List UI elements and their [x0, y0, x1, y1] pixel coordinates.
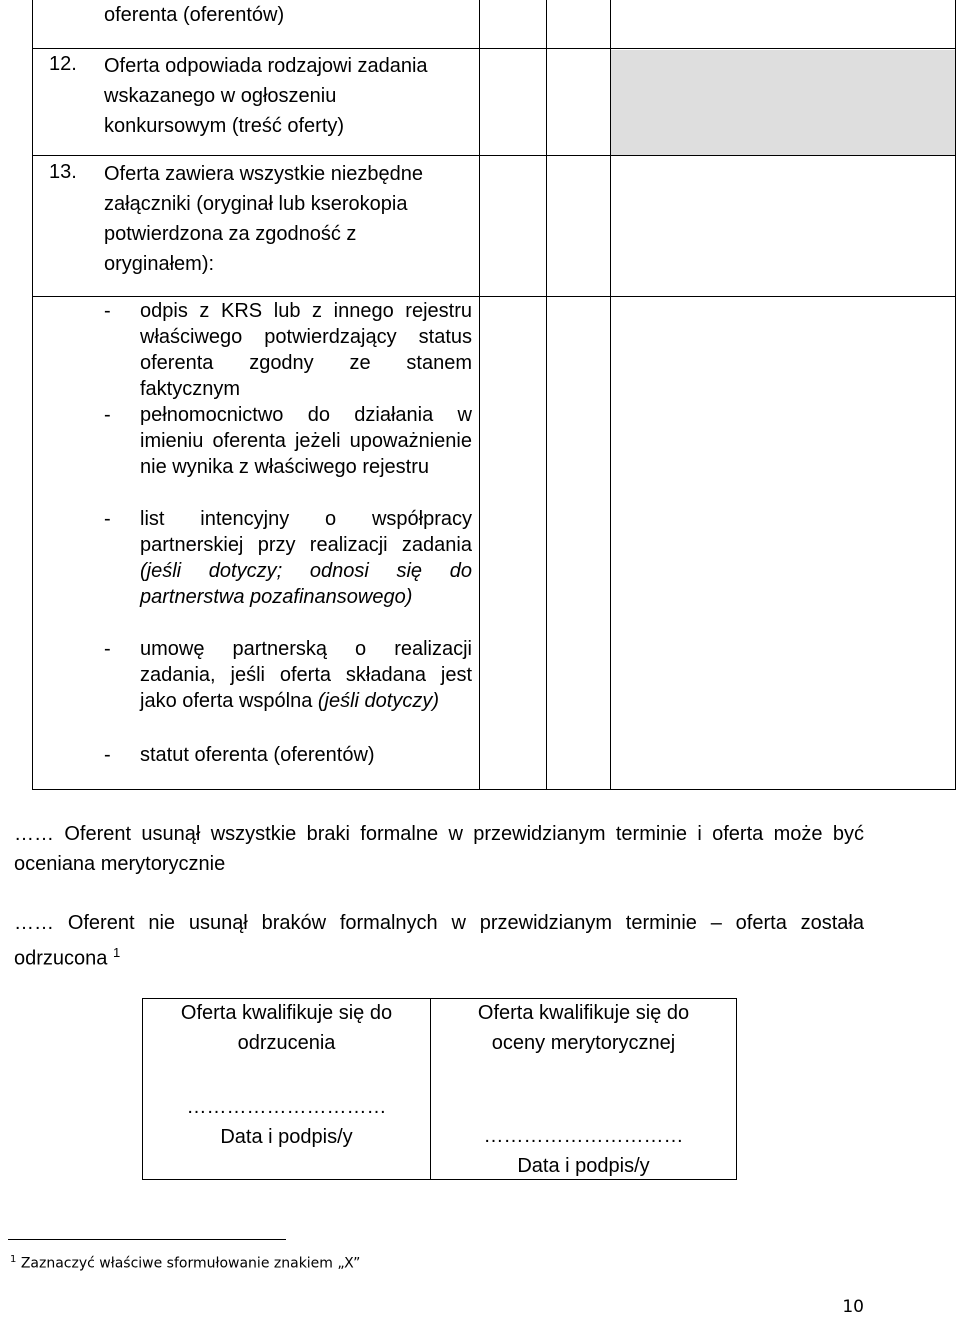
decision-box-accept-title	[430, 998, 737, 1058]
row-12-line: Oferta odpowiada rodzajowi zadania	[104, 55, 428, 77]
row-11-text: oferenta (oferentów)	[104, 4, 285, 26]
outcome-text: Oferent nie usunął braków formalnych w przewidzianym terminie – oferta została odrzucona	[14, 912, 864, 970]
row-13-line: załączniki (oryginał lub kserokopia	[104, 193, 408, 215]
list-dash: -	[104, 404, 111, 426]
accept-signature	[430, 1121, 737, 1181]
checkbox-dots[interactable]: ……	[14, 823, 54, 845]
row-12-number: 12.	[49, 53, 77, 75]
row-13-line: potwierdzona za zgodność z	[104, 223, 357, 245]
row-13-text	[104, 159, 423, 279]
list-dash: -	[104, 638, 111, 660]
signature-dots[interactable]: …………………………	[483, 1125, 684, 1147]
row-12-text	[104, 51, 428, 141]
attachment-item	[104, 298, 472, 402]
attachment-item	[104, 742, 472, 768]
row-13-line: Oferta zawiera wszystkie niezbędne	[104, 163, 424, 185]
list-dash: -	[104, 744, 111, 766]
table-col-divider	[610, 0, 611, 790]
table-border-bottom	[32, 789, 956, 790]
box-title-line: Oferta kwalifikuje się do	[477, 1002, 690, 1024]
footnote-ref: 1	[112, 945, 121, 960]
list-dash: -	[104, 508, 111, 530]
attachment-item-text: pełnomocnictwo do działania w imieniu oferenta jeżeli upoważnienie nie wynika z właściwego rejestru	[140, 404, 472, 478]
signature-label: Data i podpis/y	[220, 1126, 353, 1148]
outcome-option-accepted	[14, 819, 864, 879]
outcome-text: Oferent usunął wszystkie braki formalne w przewidzianym terminie i oferta może być oceniana merytorycznie	[14, 823, 864, 875]
table-border-right	[955, 0, 956, 790]
table-row-divider	[32, 48, 956, 49]
table-row-divider	[32, 296, 956, 297]
decision-box-reject-title	[142, 998, 431, 1058]
list-dash: -	[104, 300, 111, 322]
attachment-item	[104, 636, 472, 714]
row-13-line: oryginałem):	[104, 253, 215, 275]
page-number: 10	[842, 1297, 864, 1317]
box-title-line: Oferta kwalifikuje się do	[180, 1002, 393, 1024]
checkbox-dots[interactable]: ……	[14, 912, 54, 934]
attachment-item-text: list intencyjny o współpracy partnerskiej przy realizacji zadania	[140, 508, 472, 556]
attachment-item-text: odpis z KRS lub z innego rejestru właściwego potwierdzający status oferenta zgodny ze stanem faktycznym	[140, 300, 472, 400]
row-12-line: konkursowym (treść oferty)	[104, 115, 345, 137]
table-border-left	[32, 0, 33, 790]
signature-label: Data i podpis/y	[517, 1155, 650, 1177]
footnote-number: 1	[10, 1254, 17, 1265]
box-title-line: odrzucenia	[237, 1032, 336, 1054]
attachment-item-text: statut oferenta (oferentów)	[140, 744, 375, 766]
table-col-divider	[546, 0, 547, 790]
outcome-option-rejected	[14, 908, 864, 974]
row-12-line: wskazanego w ogłoszeniu	[104, 85, 337, 107]
footnote-text: Zaznaczyć właściwe sformułowanie znakiem „X”	[20, 1255, 361, 1272]
footnote	[10, 1250, 360, 1274]
table-col-divider	[479, 0, 480, 790]
reject-signature	[142, 1092, 431, 1152]
attachment-item-note: (jeśli dotyczy; odnosi się do partnerstwa pozafinansowego)	[140, 560, 472, 608]
attachment-item-note: (jeśli dotyczy)	[317, 690, 440, 712]
table-row-divider	[32, 155, 956, 156]
attachment-item	[104, 402, 472, 480]
signature-dots[interactable]: …………………………	[186, 1096, 387, 1118]
box-title-line: oceny merytorycznej	[491, 1032, 676, 1054]
footnote-separator	[8, 1239, 286, 1240]
attachment-item-text: umowę partnerską o realizacji zadania, jeśli oferta składana jest jako oferta wspólna	[140, 638, 472, 712]
shaded-cell	[611, 50, 956, 155]
row-13-number: 13.	[49, 161, 77, 183]
attachment-item	[104, 506, 472, 610]
